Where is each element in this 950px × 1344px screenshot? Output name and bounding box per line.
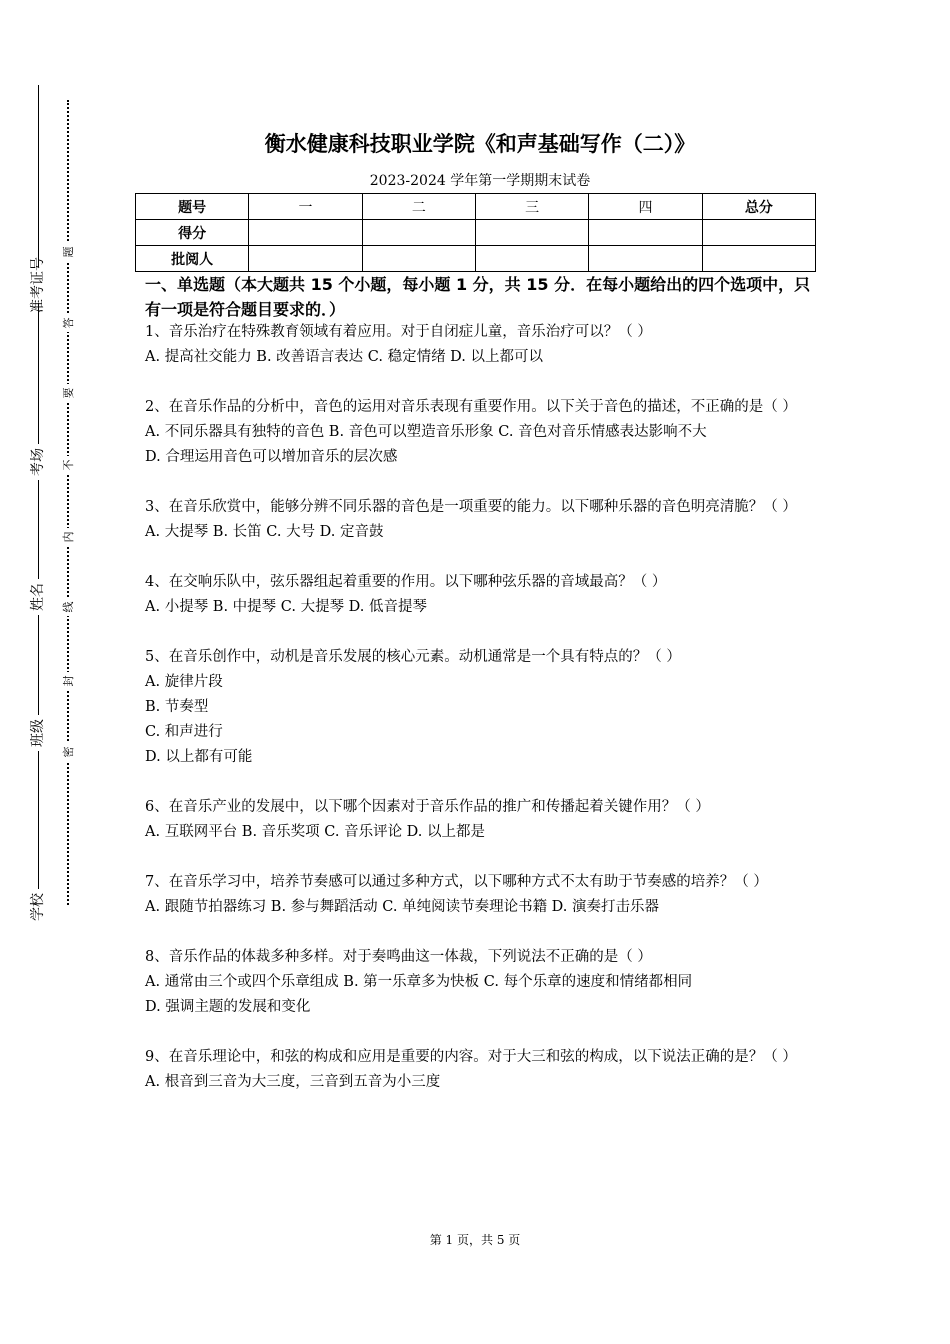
- binding-solid-line: [38, 85, 39, 925]
- question-stem: 7、在音乐学习中，培养节奏感可以通过多种方式，以下哪种方式不太有助于节奏感的培养？（ ）: [145, 874, 768, 890]
- seal-char: 封: [59, 672, 77, 690]
- score-table-header: 题号: [136, 194, 249, 220]
- question-stem: 8、音乐作品的体裁多种多样。对于奏鸣曲这一体裁，下列说法不正确的是（ ）: [145, 949, 652, 965]
- question-stem: 9、在音乐理论中，和弦的构成和应用是重要的内容。对于大三和弦的构成，以下说法正确的是？（ ）: [145, 1049, 797, 1065]
- question-8: [145, 945, 820, 1020]
- question-options: A. 提高社交能力 B. 改善语言表达 C. 稳定情绪 D. 以上都可以: [145, 349, 544, 365]
- score-cell[interactable]: [362, 220, 475, 246]
- question-7: [145, 870, 820, 920]
- seal-char: 要: [59, 384, 77, 402]
- question-stem: 4、在交响乐队中，弦乐器组起着重要的作用。以下哪种弦乐器的音域最高？（ ）: [145, 574, 667, 590]
- question-list: [145, 320, 820, 1120]
- score-table: [135, 193, 816, 272]
- score-cell[interactable]: [589, 220, 702, 246]
- question-options: D. 强调主题的发展和变化: [145, 999, 311, 1015]
- exam-id-label: 准考证号: [18, 267, 58, 303]
- question-options: D. 合理运用音色可以增加音乐的层次感: [145, 449, 398, 465]
- score-cell[interactable]: [475, 220, 588, 246]
- seal-char: 线: [59, 598, 77, 616]
- grader-cell[interactable]: [475, 246, 588, 272]
- question-9: [145, 1045, 820, 1095]
- student-name-label: 姓名: [18, 579, 58, 615]
- score-table-header: 三: [475, 194, 588, 220]
- exam-room-label: 考场: [18, 444, 58, 480]
- question-stem: 6、在音乐产业的发展中，以下哪个因素对于音乐作品的推广和传播起着关键作用？（ ）: [145, 799, 710, 815]
- score-table-header: 四: [589, 194, 702, 220]
- question-option: B. 节奏型: [145, 699, 209, 715]
- grader-row-label: 批阅人: [136, 246, 249, 272]
- question-6: [145, 795, 820, 845]
- section-heading: 一、单选题（本大题共 15 个小题，每小题 1 分，共 15 分．在每小题给出的四个选项中，只有一项是符合题目要求的．）: [145, 275, 811, 319]
- question-4: [145, 570, 820, 620]
- score-cell[interactable]: [702, 220, 815, 246]
- score-row-label: 得分: [136, 220, 249, 246]
- page-footer: 第 1 页，共 5 页: [429, 1233, 521, 1247]
- grader-cell[interactable]: [702, 246, 815, 272]
- question-options: A. 根音到三音为大三度，三音到五音为小三度: [145, 1074, 441, 1090]
- seal-char: 题: [59, 243, 77, 261]
- score-row: [136, 220, 816, 246]
- seal-char: 密: [59, 743, 77, 761]
- grader-cell[interactable]: [589, 246, 702, 272]
- question-3: [145, 495, 820, 545]
- binding-margin: [0, 0, 90, 1344]
- grader-cell[interactable]: [249, 246, 362, 272]
- class-label: 班级: [18, 715, 58, 751]
- question-options: A. 跟随节拍器练习 B. 参与舞蹈活动 C. 单纯阅读节奏理论书籍 D. 演奏打击乐器: [145, 899, 660, 915]
- school-label: 学校: [18, 889, 58, 925]
- seal-char: 答: [59, 314, 77, 332]
- question-option: A. 旋律片段: [145, 674, 223, 690]
- score-cell[interactable]: [249, 220, 362, 246]
- exam-subtitle: 2023-2024 学年第一学期期末试卷: [369, 173, 591, 189]
- question-options: A. 小提琴 B. 中提琴 C. 大提琴 D. 低音提琴: [145, 599, 428, 615]
- question-option: C. 和声进行: [145, 724, 223, 740]
- question-stem: 5、在音乐创作中，动机是音乐发展的核心元素。动机通常是一个具有特点的？（ ）: [145, 649, 681, 665]
- seal-char: 不: [59, 456, 77, 474]
- seal-char: 内: [59, 528, 77, 546]
- grader-row: [136, 246, 816, 272]
- score-table-header: 总分: [702, 194, 815, 220]
- question-stem: 1、音乐治疗在特殊教育领域有着应用。对于自闭症儿童，音乐治疗可以？（ ）: [145, 324, 652, 340]
- question-5: [145, 645, 820, 770]
- question-option: D. 以上都有可能: [145, 749, 253, 765]
- question-options: A. 互联网平台 B. 音乐奖项 C. 音乐评论 D. 以上都是: [145, 824, 486, 840]
- question-stem: 2、在音乐作品的分析中，音色的运用对音乐表现有重要作用。以下关于音色的描述，不正确的是（ ）: [145, 399, 797, 415]
- seal-dotted-line: [67, 100, 69, 905]
- question-2: [145, 395, 820, 470]
- question-options: A. 通常由三个或四个乐章组成 B. 第一乐章多为快板 C. 每个乐章的速度和情绪都相同: [145, 974, 693, 990]
- question-options: A. 不同乐器具有独特的音色 B. 音色可以塑造音乐形象 C. 音色对音乐情感表达影响不大: [145, 424, 707, 440]
- question-options: A. 大提琴 B. 长笛 C. 大号 D. 定音鼓: [145, 524, 384, 540]
- grader-cell[interactable]: [362, 246, 475, 272]
- question-stem: 3、在音乐欣赏中，能够分辨不同乐器的音色是一项重要的能力。以下哪种乐器的音色明亮清脆？（ ）: [145, 499, 797, 515]
- question-1: [145, 320, 820, 370]
- exam-title: 衡水健康科技职业学院《和声基础写作（二）》: [264, 132, 696, 156]
- score-table-header-row: [136, 194, 816, 220]
- score-table-header: 一: [249, 194, 362, 220]
- score-table-header: 二: [362, 194, 475, 220]
